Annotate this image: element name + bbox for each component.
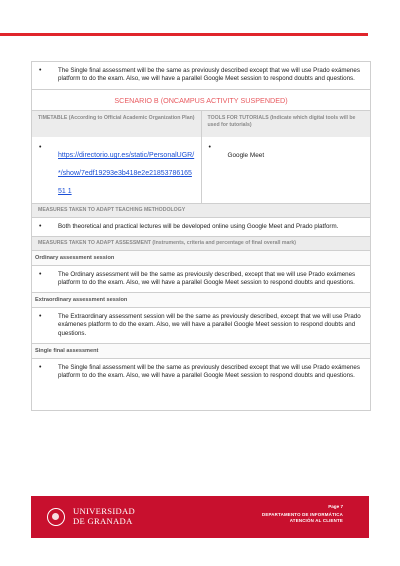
teaching-row: [32, 218, 370, 237]
teaching-bullet: • Both theoretical and practical lectures will be developed online using Google Meet and Prado platform.: [32, 223, 362, 231]
intro-row: [32, 62, 370, 90]
footer-banner: [31, 496, 369, 538]
tools-header: TOOLS FOR TUTORIALS (Indicate which digital tools will be used for tutorials): [202, 111, 371, 137]
single-title: Single final assessment: [32, 344, 370, 359]
timetable-tools-row: [32, 111, 370, 204]
extraordinary-bullet: • The Extraordinary assessment session will be the same as previously described, except that we will use Prado exámenes platform to do the exam. Also, we will have a parallel Google Meet session to respond doubts and questions.: [32, 313, 362, 338]
timetable-link[interactable]: https://directorio.ugr.es/static/PersonalUGR/*/show/7edf19293e3b418e2e2185378616551 1: [58, 152, 195, 196]
department-line2: ATENCIÓN AL CLIENTE: [289, 518, 343, 523]
header-accent-line: [0, 33, 368, 36]
tools-body: [202, 137, 371, 164]
tools-column: [202, 111, 371, 203]
tools-item: • Google Meet: [202, 144, 365, 159]
university-line2: DE GRANADA: [73, 515, 133, 526]
extraordinary-row: [32, 308, 370, 344]
department-info: [262, 512, 343, 524]
ordinary-row: [32, 266, 370, 293]
ordinary-title: Ordinary assessment session: [32, 251, 370, 266]
university-crest-icon: [47, 508, 65, 526]
scenario-title: SCENARIO B (ONCAMPUS ACTIVITY SUSPENDED): [32, 90, 370, 111]
page-number: Page 7: [328, 504, 343, 509]
single-row: [32, 359, 370, 411]
timetable-body: [32, 137, 201, 203]
intro-bullet: • The Single final assessment will be the same as previously described except that we will use Prado exámenes platform to do the exam. Also, we will have a parallel Google Meet session to respond doubts and questions.: [32, 67, 362, 83]
single-bullet: • The Single final assessment will be the same as previously described except that we will use Prado exámenes platform to do the exam. Also, we will have a parallel Google Meet session to respond doubts and questions.: [32, 364, 362, 380]
extraordinary-title: Extraordinary assessment session: [32, 293, 370, 308]
university-name: [73, 507, 135, 526]
teaching-header: MEASURES TAKEN TO ADAPT TEACHING METHODOLOGY: [32, 204, 370, 218]
timetable-column: [32, 111, 202, 203]
department-line1: DEPARTAMENTO DE INFORMÁTICA: [261, 512, 343, 517]
university-line1: UNIVERSIDAD: [73, 506, 136, 516]
guide-table: [31, 61, 371, 411]
ordinary-bullet: • The Ordinary assessment will be the same as previously described, except that we will use Prado exámenes platform to do the exam. Also, we will have a parallel Google Meet session to respond doubts and questions.: [32, 271, 362, 287]
assessment-header: MEASURES TAKEN TO ADAPT ASSESSMENT (Instruments, criteria and percentage of final overall mark): [32, 237, 370, 251]
timetable-header: TIMETABLE (According to Official Academic Organization Plan): [32, 111, 201, 137]
